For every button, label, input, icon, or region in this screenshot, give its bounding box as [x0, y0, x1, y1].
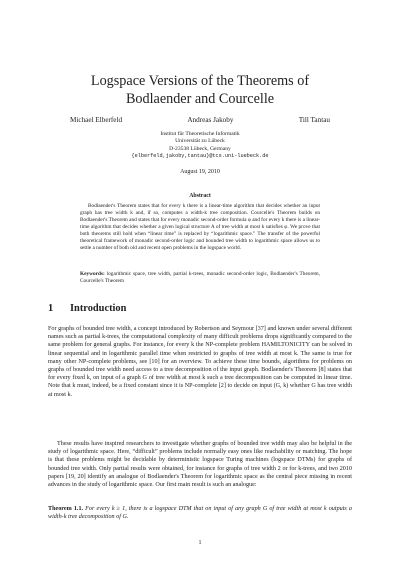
- page-number: 1: [198, 540, 202, 546]
- paper-date: August 19, 2010: [180, 169, 220, 175]
- theorem: [48, 505, 352, 521]
- abstract-text: Bodlaender's Theorem states that for every k there is a linear-time algorithm that decides whether an input graph has tree width k and, if so, computes a width-k tree composition. Courcelle's Theorem builds on Bodlaender's Theorem and states that for every monadic second-order formula φ and for every k there is a linear-time algorithm that decides whether a given logical structure A of tree width at most k satisfies φ. We prove that both theorems still hold when “linear time” is replaced by “logarithmic space.” The transfer of the powerful theoretical framework of monadic second-order logic and bounded tree width to logarithmic space allows us to settle a number of both old and recent open problems in the logspace world.: [80, 203, 320, 251]
- keywords-text: logarithmic space, tree width, partial k-trees, monadic second-order logic, Bodlaender's Theorem, Courcelle's Theorem: [80, 271, 320, 284]
- author-list: [70, 116, 330, 124]
- abstract-heading: Abstract: [189, 193, 211, 199]
- theorem-label: Theorem 1.1.: [48, 506, 84, 512]
- author-name: Andreas Jakoby: [187, 116, 234, 124]
- affiliation-line: D-23538 Lübeck, Germany: [169, 145, 231, 152]
- affiliation-line: Institut für Theoretische Informatik: [160, 131, 240, 137]
- title-line-2: Bodlaender and Courcelle: [125, 91, 275, 107]
- theorem-text: For every k ≥ 1, there is a logspace DTM that on input of any graph G of tree width at most k outputs a width-k tree decomposition of G.: [48, 506, 352, 521]
- author-name: Michael Elberfeld: [70, 116, 123, 124]
- affiliation-line: Universität zu Lübeck: [175, 138, 225, 145]
- affiliation: [90, 131, 310, 161]
- intro-paragraph-1: For graphs of bounded tree width, a concept introduced by Robertson and Seymour [37] and known under several different names such as partial k-trees, the computational complexity of many difficult problems drops significantly compared to the same problem for general graphs. For instance, for every k the NP-complete problem HAMILTONICITY can be solved in linear sequential and in logarithmic parallel time when restricted to graphs of tree width at most k. The same is true for many other NP-complete problems, see [10] for an overview. To achieve these time bounds, algorithms for problems on graphs of bounded tree width need access to a tree decomposition of the input graph. Bodlaender's Theorem [8] states that for every fixed k, on input of a graph G of tree width at most k such a tree decomposition can be computed in linear time. Note that k must, indeed, be a fixed constant since it is NP-complete [2] to decide on input (G, k) whether G has tree width at most k.: [48, 326, 352, 398]
- keywords: [80, 271, 320, 285]
- title-line-1: Logspace Versions of the Theorems of: [90, 73, 310, 89]
- author-emails: {elberfeld,jakoby,tantau}@tcs.uni-luebeck.de: [131, 153, 269, 160]
- intro-paragraph-2: These results have inspired researchers to investigate whether graphs of bounded tree width may also be helpful in the study of logarithmic space. Here, “difficult” problems include normally easy ones like reachability or matching. The hope is that these problems might be decidable by deterministic logspace Turing machines (logspace DTMs) for graphs of bounded tree width. Only partial results were obtained, for instance for graphs of tree width 2 or for k-trees, and two 2010 papers [19, 20] identify an analogue of Bodlaender's Theorem for logarithmic space as the central piece missing in recent advances in the study of logarithmic space. Our first main result is such an analogue:: [48, 441, 352, 489]
- section-title: Introduction: [70, 303, 127, 314]
- author-name: Till Tantau: [298, 116, 330, 124]
- paper-title: [60, 72, 340, 108]
- section-heading: [48, 303, 126, 314]
- section-number: 1: [48, 303, 54, 314]
- keywords-label: Keywords:: [80, 271, 105, 277]
